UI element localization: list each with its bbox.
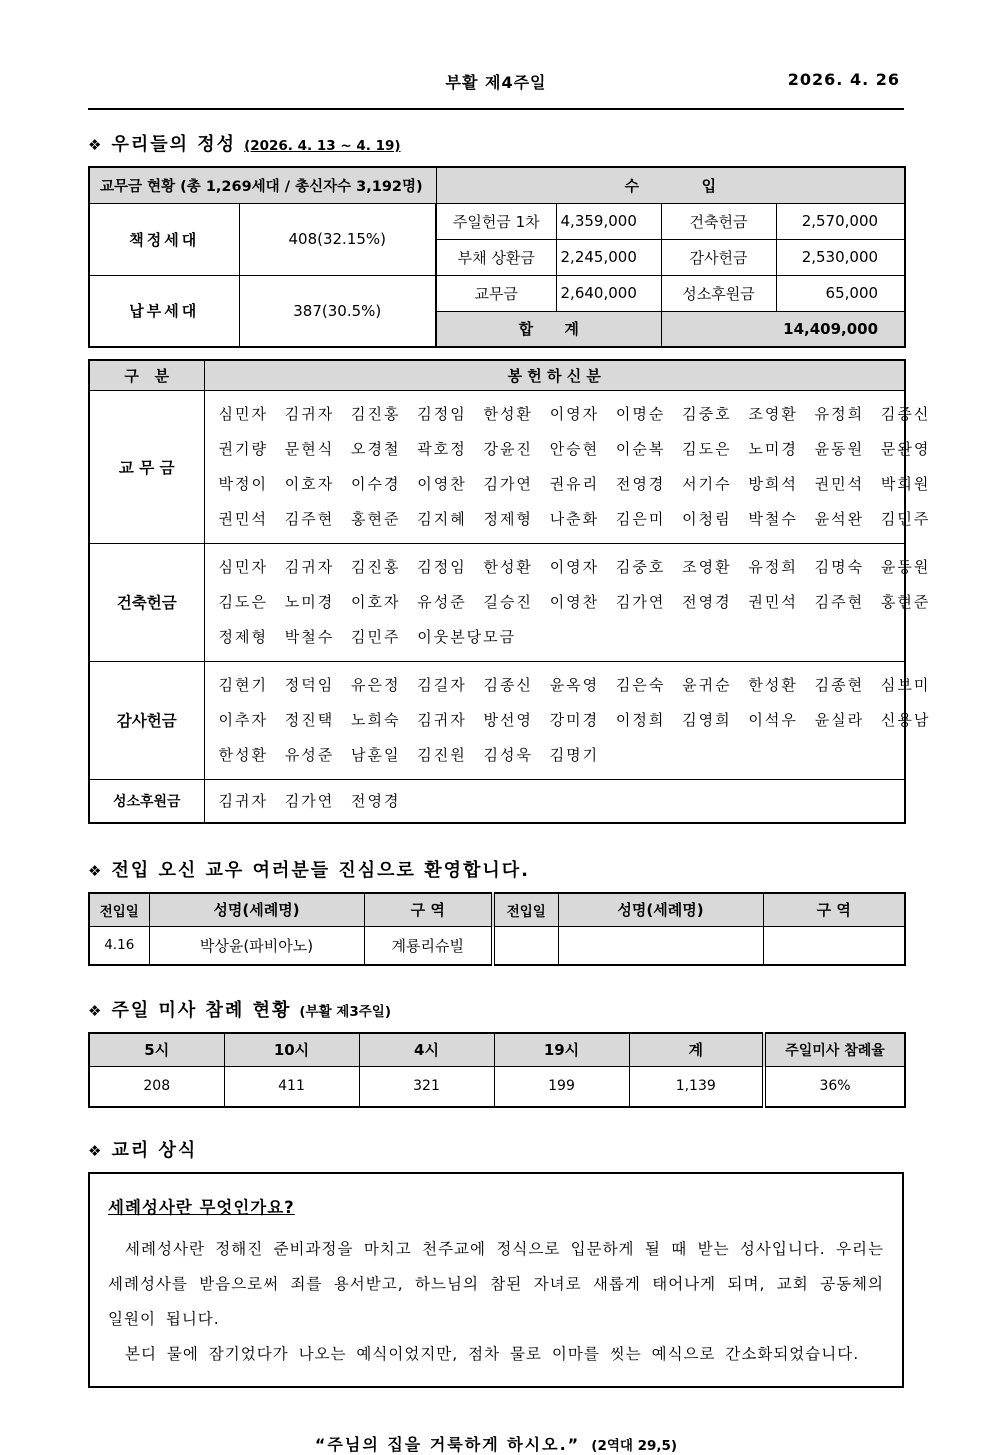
income-item: 건축헌금 — [661, 203, 776, 239]
donor-names-line: 권기량 문현식 오경철 곽호정 강윤진 안승현 이순복 김도은 노미경 윤동원 문완영 — [218, 439, 931, 458]
welcome-header-name: 성명(세례명) — [558, 893, 763, 927]
catechism-paragraph: 본디 물에 잠기었다가 나오는 예식이었지만, 점차 물로 이마를 씻는 예식으로 간소화되었습니다. — [125, 1344, 860, 1363]
welcome-table — [88, 892, 906, 966]
donors-names-header: 봉 헌 하 신 분 — [204, 360, 905, 390]
welcome-header-district: 구 역 — [763, 893, 905, 927]
mass-header-5: 5시 — [89, 1033, 224, 1067]
donor-names-line: 김도은 노미경 이호자 유성준 길승진 이영찬 김가연 전영경 권민석 김주현 홍현준 — [218, 592, 931, 611]
welcome-district-value: 계룡리슈빌 — [364, 927, 493, 965]
income-header: 수 입 — [436, 167, 905, 203]
diamond-bullet-icon: ❖ — [88, 1141, 102, 1160]
donor-category: 건축헌금 — [89, 543, 204, 661]
welcome-district-value — [763, 927, 905, 965]
offering-title-text: 우리들의 정성 — [111, 134, 237, 155]
income-item: 교무금 — [436, 275, 556, 311]
footer-quote — [88, 1432, 904, 1455]
offering-period: (2026. 4. 13 ~ 4. 19) — [244, 138, 401, 154]
mass-header-19: 19시 — [494, 1033, 629, 1067]
donors-table — [88, 359, 931, 824]
mass-value-rate: 36% — [764, 1067, 905, 1107]
welcome-header-name: 성명(세례명) — [149, 893, 364, 927]
section-catechism-title — [88, 1136, 904, 1162]
donor-names — [204, 390, 931, 543]
donor-names-line: 정제형 박철수 김민주 이웃본당모금 — [218, 627, 517, 646]
mass-value-total: 1,139 — [629, 1067, 764, 1107]
mass-attendance-table — [88, 1032, 906, 1108]
income-item: 성소후원금 — [661, 275, 776, 311]
welcome-date-value: 4.16 — [89, 927, 149, 965]
mass-title-text: 주일 미사 참례 현황 — [111, 999, 292, 1021]
catechism-box-title: 세례성사란 무엇인가요? — [108, 1197, 295, 1217]
donor-names-line: 권민석 김주현 홍현준 김지혜 정제형 나춘화 김은미 이청림 박철수 윤석완 김민주 — [218, 509, 931, 528]
income-item: 감사헌금 — [661, 239, 776, 275]
total-value: 14,409,000 — [661, 311, 905, 347]
diamond-bullet-icon: ❖ — [88, 861, 102, 880]
welcome-title-text: 전입 오신 교우 여러분들 진심으로 환영합니다. — [111, 859, 530, 881]
welcome-header-district: 구 역 — [364, 893, 493, 927]
donor-names-line: 박정이 이호자 이수경 이영찬 김가연 권유리 전영경 서기수 방희석 권민석 박희원 — [218, 474, 931, 493]
pledge-status-header: 교무금 현황 (총 1,269세대 / 총신자수 3,192명) — [89, 167, 436, 203]
income-amount: 2,245,000 — [556, 239, 661, 275]
quote-text: “주님의 집을 거룩하게 하시오.” — [314, 1434, 581, 1454]
donor-names — [204, 779, 905, 823]
section-mass-title — [88, 996, 904, 1022]
section-welcome-title — [88, 856, 904, 882]
mass-value-10: 411 — [224, 1067, 359, 1107]
donor-names-line: 이추자 정진택 노희숙 김귀자 방선영 강미경 이정희 김영희 이석우 윤실라 신용남 — [218, 710, 931, 729]
donor-names-line: 심민자 김귀자 김진홍 김정임 한성환 이영자 이명순 김중호 조영환 유정희 김종신 — [218, 404, 931, 423]
income-amount: 4,359,000 — [556, 203, 661, 239]
diamond-bullet-icon: ❖ — [88, 136, 102, 154]
pledged-households-value: 408(32.15%) — [239, 203, 436, 275]
paying-households-value: 387(30.5%) — [239, 275, 436, 347]
welcome-header-date: 전입일 — [89, 893, 149, 927]
donor-names — [204, 661, 931, 779]
paying-households-label: 납부세대 — [89, 275, 239, 347]
mass-header-rate: 주일미사 참례율 — [764, 1033, 905, 1067]
catechism-title-text: 교리 상식 — [111, 1139, 198, 1161]
offering-summary-table — [88, 166, 906, 348]
welcome-name-value — [558, 927, 763, 965]
income-amount: 65,000 — [776, 275, 905, 311]
income-item: 부채 상환금 — [436, 239, 556, 275]
welcome-date-value — [493, 927, 558, 965]
welcome-name-value: 박상윤(파비아노) — [149, 927, 364, 965]
catechism-paragraph: 세례성사란 정해진 준비과정을 마치고 천주교에 정식으로 입문하게 될 때 받는 성사입니다. 우리는 세례성사를 받음으로써 죄를 용서받고, 하느님의 참된 자녀로 새롭게 태어나게 되며, 교회 공동체의 일원이 됩니다. — [108, 1239, 884, 1328]
header-rule — [88, 108, 904, 110]
quote-reference: (2역대 29,5) — [591, 1437, 678, 1454]
income-amount: 2,530,000 — [776, 239, 905, 275]
pledged-households-label: 책정세대 — [89, 203, 239, 275]
section-offering-title — [88, 130, 904, 156]
mass-subtitle: (부활 제3주일) — [299, 1003, 391, 1020]
page-header — [88, 70, 904, 94]
mass-value-19: 199 — [494, 1067, 629, 1107]
income-item: 주일헌금 1차 — [436, 203, 556, 239]
income-amount: 2,570,000 — [776, 203, 905, 239]
donors-category-header: 구 분 — [89, 360, 204, 390]
mass-value-5: 208 — [89, 1067, 224, 1107]
donor-category: 성소후원금 — [89, 779, 204, 823]
donor-names — [204, 543, 931, 661]
donor-names-line: 김현기 정덕임 유은정 김길자 김종신 윤옥영 김은숙 윤귀순 한성환 김종현 심보미 — [218, 675, 931, 694]
income-amount: 2,640,000 — [556, 275, 661, 311]
welcome-header-date: 전입일 — [493, 893, 558, 927]
mass-header-4: 4시 — [359, 1033, 494, 1067]
mass-header-total: 계 — [629, 1033, 764, 1067]
donor-names-line: 심민자 김귀자 김진홍 김정임 한성환 이영자 김중호 조영환 유정희 김명숙 윤동원 — [218, 557, 931, 576]
page-date: 2026. 4. 26 — [787, 70, 900, 89]
donor-names-line: 한성환 유성준 남훈일 김진원 김성욱 김명기 — [218, 745, 600, 764]
donor-category: 감사헌금 — [89, 661, 204, 779]
donor-names-line: 김귀자 김가연 전영경 — [218, 791, 401, 810]
catechism-box — [88, 1172, 904, 1388]
diamond-bullet-icon: ❖ — [88, 1001, 102, 1020]
mass-header-10: 10시 — [224, 1033, 359, 1067]
mass-value-4: 321 — [359, 1067, 494, 1107]
page-title: 부활 제4주일 — [445, 73, 547, 92]
total-label: 합 계 — [436, 311, 661, 347]
donor-category: 교 무 금 — [89, 390, 204, 543]
